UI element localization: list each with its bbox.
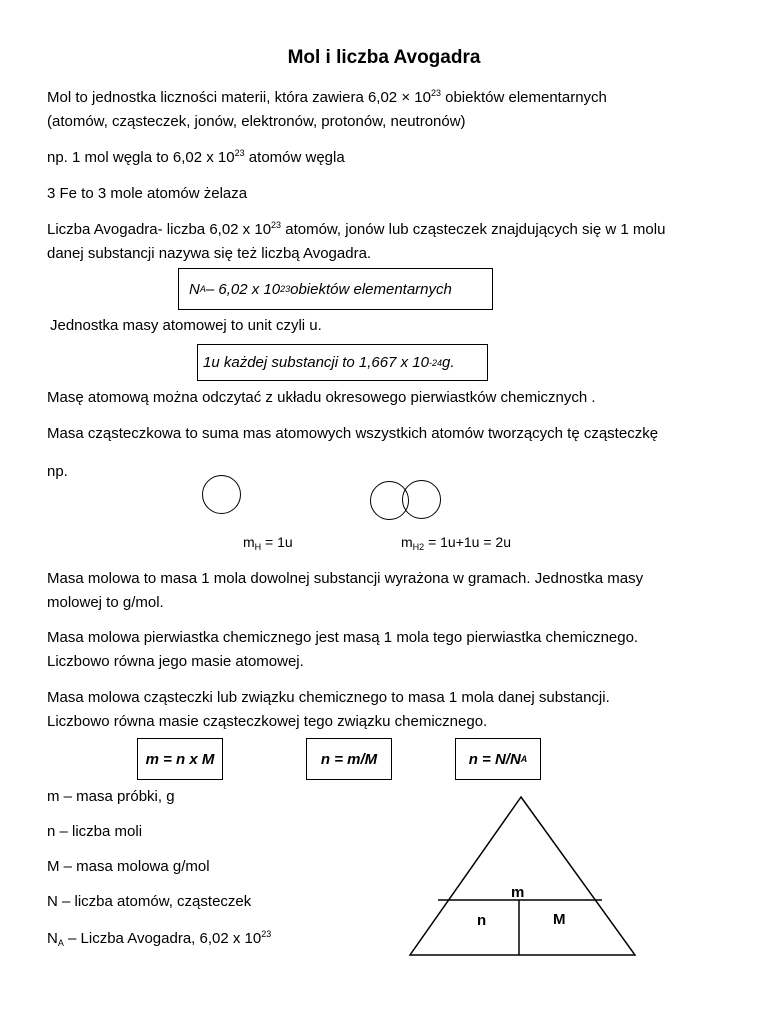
hydrogen-atom-circle	[202, 475, 241, 514]
h2-mass-label: $m_{H2} = 1u+1u = 2u$	[401, 534, 511, 552]
legend-molar-mass: M – masa molowa g/mol	[47, 858, 210, 875]
unit-value-box: 1u każdej substancji to 1,667 x 10 -24 g.	[197, 344, 488, 381]
molar-mass-line1: Masa molowa to masa 1 mola dowolnej substancji wyrażona w gramach. Jednostka masy	[47, 570, 644, 587]
legend-moles: n – liczba moli	[47, 823, 143, 840]
molar-mass-line2: molowej to g/mol.	[47, 594, 164, 611]
atomic-mass-line: Masę atomową można odczytać z układu okresowego pierwiastków chemicznych .	[47, 389, 596, 406]
avogadro-constant-box: N A – 6,02 x 10 23 obiektów elementarnych	[178, 268, 493, 310]
molar-mass-compound-line2: Liczbowo równa masie cząsteczkowej tego związku chemicznego.	[47, 713, 488, 730]
mol-definition-line2: (atomów, cząsteczek, jonów, elektronów, protonów, neutronów)	[47, 113, 466, 130]
molar-mass-element-line2: Liczbowo równa jego masie atomowej.	[47, 653, 304, 670]
molar-mass-element-line1: Masa molowa pierwiastka chemicznego jest masą 1 mola tego pierwiastka chemicznego.	[47, 629, 639, 646]
avogadro-definition-line2: danej substancji nazywa się też liczbą Avogadra.	[47, 245, 372, 262]
avogadro-definition-line1: Liczba Avogadra- liczba 6,02 x $10^{23}$ atomów, jonów lub cząsteczek znajdujących się w 1 molu	[47, 220, 666, 238]
legend-particles: N – liczba atomów, cząsteczek	[47, 893, 252, 910]
triangle-outline	[410, 797, 635, 955]
formula-box-count: n = N/N A	[455, 738, 541, 780]
hydrogen-mass-label: $m_H = 1u$	[243, 534, 293, 552]
atomic-mass-unit-line: Jednostka masy atomowej to unit czyli u.	[50, 317, 322, 334]
example-iron: 3 Fe to 3 mole atomów żelaza	[47, 185, 248, 202]
triangle-label-mass: m	[511, 884, 525, 901]
page-title: Mol i liczba Avogadra	[287, 47, 481, 68]
example-carbon: np. 1 mol węgla to 6,02 x $10^{23}$ atomów węgla	[47, 148, 345, 166]
legend-avogadro: $N_A$ – Liczba Avogadra, 6,02 x $10^{23}$	[47, 929, 272, 948]
molar-mass-compound-line1: Masa molowa cząsteczki lub związku chemicznego to masa 1 mola danej substancji.	[47, 689, 610, 706]
triangle-label-molar-mass: M	[553, 911, 566, 928]
example-label: np.	[47, 463, 68, 480]
formula-box-moles: n = m/M	[306, 738, 392, 780]
h2-atom-circle-right	[402, 480, 441, 519]
formula-triangle	[400, 790, 640, 962]
mol-definition-line1: Mol to jednostka liczności materii, która zawiera $6,02 \times 10^{23}$ obiektów elementarnych	[47, 88, 607, 106]
legend-mass: m – masa próbki, g	[47, 788, 175, 805]
triangle-label-moles: n	[477, 912, 487, 929]
formula-box-mass: m = n x M	[137, 738, 223, 780]
molecular-mass-line: Masa cząsteczkowa to suma mas atomowych wszystkich atomów tworzących tę cząsteczkę	[47, 425, 659, 442]
